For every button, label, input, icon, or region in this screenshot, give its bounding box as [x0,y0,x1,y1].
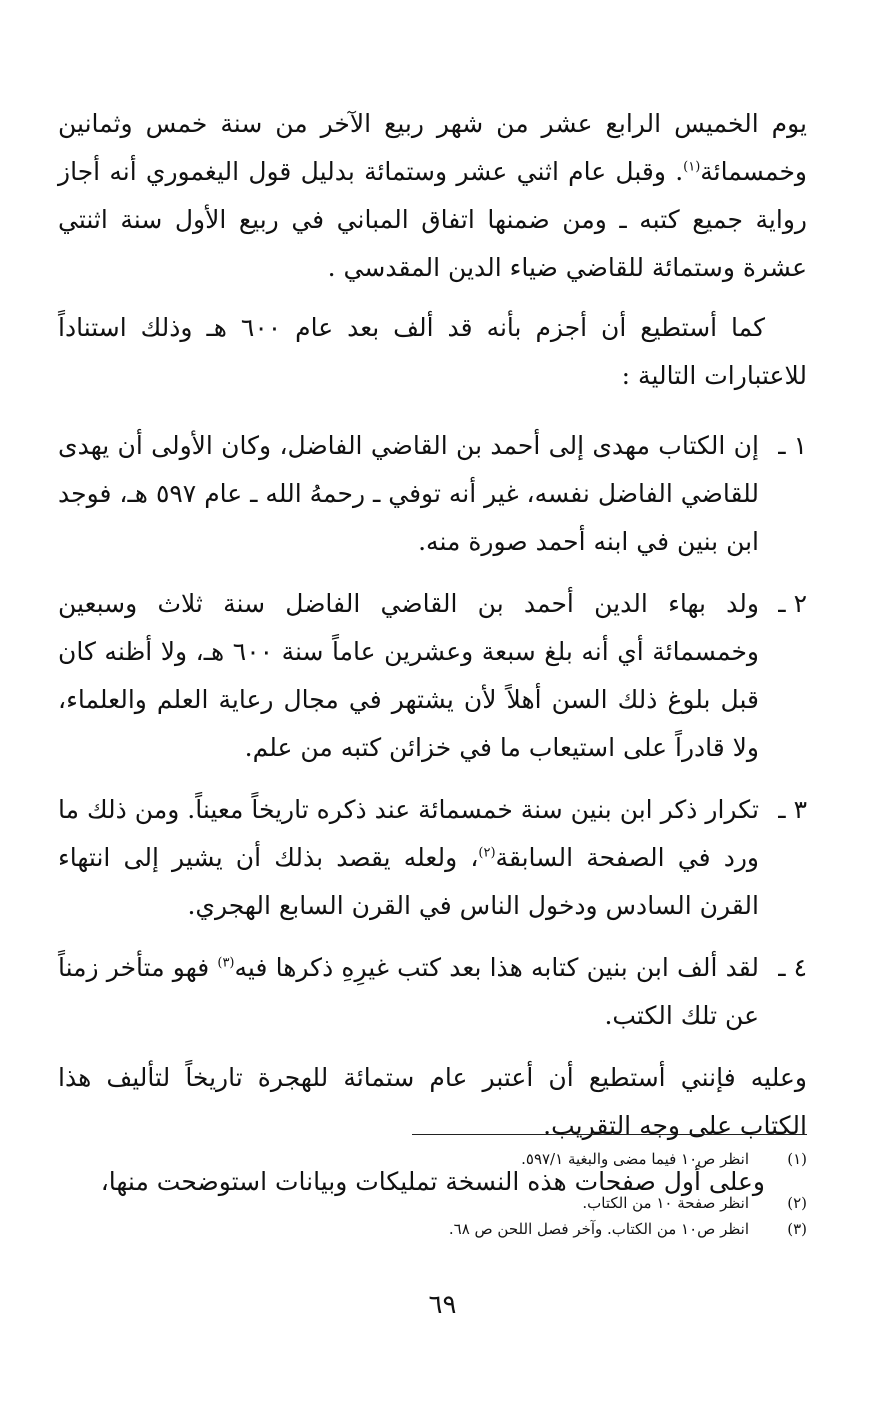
footnote [58,1190,807,1216]
footnote-marker-1: (١) [683,159,701,175]
list-item-text: إن الكتاب مهدى إلى أحمد بن القاضي الفاضل، وكان الأولى أن يهدى للقاضي الفاضل نفسه، غير أنه توفي ـ رحمهُ الله ـ عام ٥٩٧ هـ، فوجد ابن بنين في ابنه أحمد صورة منه. [58,431,759,556]
footnote-divider [412,1134,807,1135]
page-number: ٦٩ [428,1290,457,1320]
list-item [58,786,807,930]
footnote-number: (١) [787,1150,807,1168]
paragraph-3: كما أستطيع أن أجزم بأنه قد ألف بعد عام ٦٠٠ هـ وذلك استناداً للاعتبارات التالية : [58,313,807,390]
footnote-text: انظر ص١٠ من الكتاب. وآخر فصل اللحن ص ٦٨. [448,1220,749,1238]
list-item-text: تكرار ذكر ابن بنين سنة خمسمائة عند ذكره تاريخاً معيناً. ومن ذلك ما ورد في الصفحة السابقة$^{(٢)}$، ولعله يقصد بذلك أن يشير إلى انتهاء القرن السادس ودخول الناس في القرن السابع الهجري. [58,795,759,920]
list-item [58,580,807,772]
footnotes [58,1146,807,1242]
paragraph-1: يوم الخميس الرابع عشر من شهر ربيع الآخر من سنة خمس وثمانين وخمسمائة$^{(١)}$. وقبل عام اثني عشر وستمائة بدليل قول اليغموري أنه أجاز رواية جميع كتبه ـ ومن ضمنها اتفاق المباني في ربيع الأول سنة اثنتي عشرة وستمائة للقاضي ضياء الدين المقدسي . [58,109,807,282]
footnote [58,1216,807,1242]
list-item [58,944,807,1040]
paragraph-2: وقبل عام اثني عشر وستمائة بدليل قول اليغموري أنه أجاز رواية جميع كتبه ـ ومن ضمنها اتفاق المباني في ربيع الأول سنة اثنتي عشرة وستمائة للقاضي ضياء الدين المقدسي . [58,157,807,282]
list-item [58,422,807,566]
list-item-number: ١ ـ [778,431,807,460]
list-item-text: لقد ألف ابن بنين كتابه هذا بعد كتب غيرِهِ ذكرها فيه$^{(٣)}$ فهو متأخر زمناً عن تلك الكتب. [58,953,759,1030]
footnote [58,1146,807,1172]
list-item-number: ٢ ـ [778,589,807,618]
reasons-list [58,422,807,1040]
list-item-number: ٤ ـ [778,953,807,982]
footnote-number: (٣) [787,1220,807,1238]
closing-paragraph-2: وعلى أول صفحات هذه النسخة تمليكات وبيانات استوضحت منها، [100,1167,765,1196]
list-item-text: ولد بهاء الدين أحمد بن القاضي الفاضل سنة ثلاث وسبعين وخمسمائة أي أنه بلغ سبعة وعشرين عاماً سنة ٦٠٠ هـ، ولا أظنه كان قبل بلوغ ذلك السن أهلاً لأن يشتهر في مجال رعاية العلم والعلماء، ولا قادراً على استيعاب ما في خزائن كتبه من علم. [58,589,759,762]
footnote-marker-3: (٣) [217,955,235,971]
list-item-number: ٣ ـ [778,795,807,824]
closing-paragraph-1: وعليه فإنني أستطيع أن أعتبر عام ستمائة للهجرة تاريخاً لتأليف هذا الكتاب على وجه التقريب. [58,1063,807,1140]
footnote-text: انظر ص١٠ فيما مضى والبغية ٥٩٧/١. [521,1150,749,1168]
footnote-number: (٢) [787,1194,807,1212]
footnote-marker-2: (٢) [478,845,496,861]
footnote-text: انظر صفحة ١٠ من الكتاب. [582,1194,749,1212]
main-text [58,100,807,1206]
